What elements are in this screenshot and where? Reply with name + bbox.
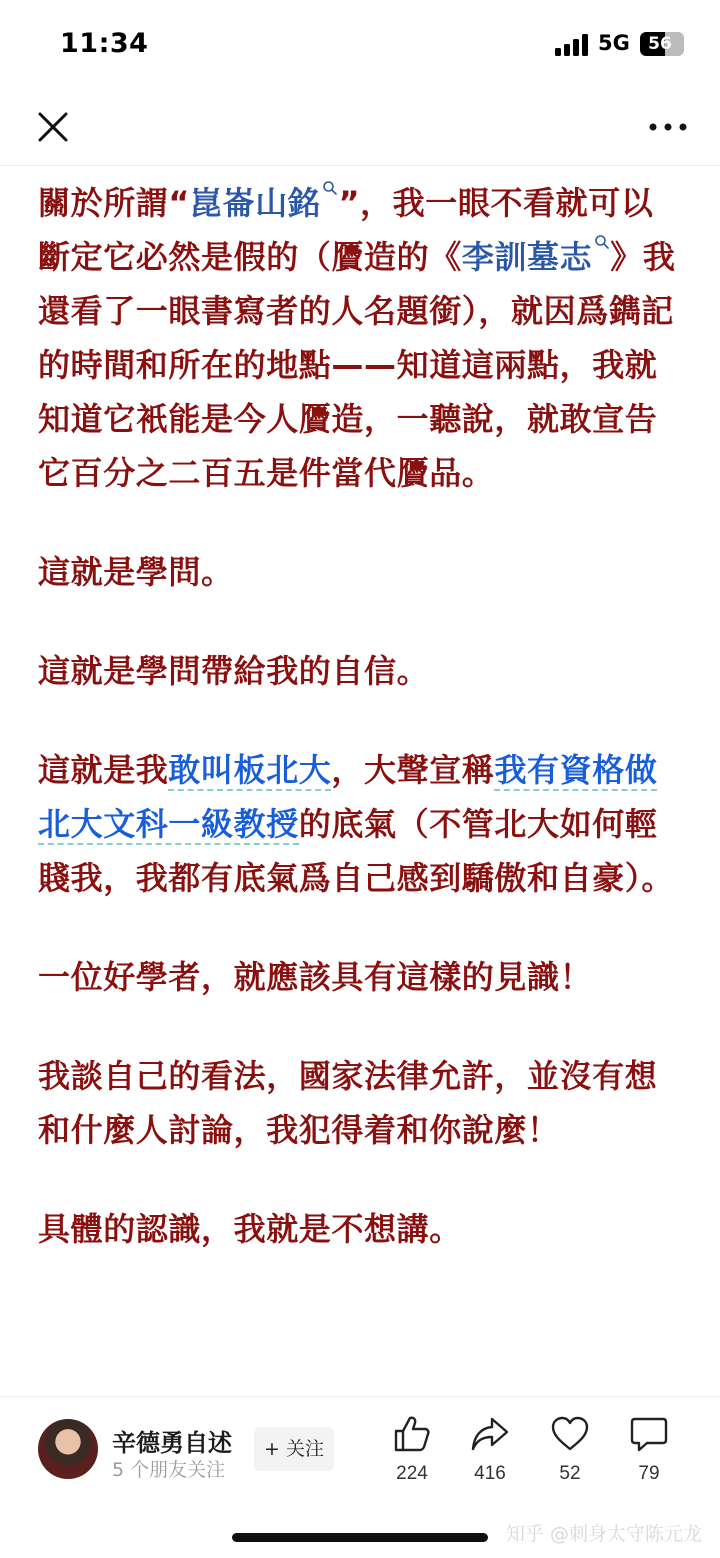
home-indicator[interactable] (232, 1533, 488, 1542)
watermark: 知乎 @刺身太守陈元龙 (505, 1523, 702, 1545)
author-followers-note: 5 个朋友关注 (112, 1459, 226, 1481)
signal-icon (555, 34, 591, 56)
search-link-label: 李訓墓志 (461, 238, 593, 276)
search-icon (594, 234, 610, 250)
paragraph-7: 具體的認識，我就是不想講。 (38, 1210, 462, 1248)
favorite-button[interactable] (535, 1415, 605, 1485)
heart-icon (550, 1415, 590, 1453)
more-icon (646, 114, 690, 140)
paragraph-1 (38, 176, 686, 500)
network-type: 5G (598, 31, 630, 55)
paragraph-4 (38, 743, 686, 905)
search-icon (322, 180, 338, 196)
p1-text-a: 關於所謂“ (38, 184, 191, 222)
more-button[interactable] (646, 114, 690, 140)
like-button[interactable] (377, 1415, 447, 1485)
article-body (38, 176, 686, 1386)
close-icon (36, 110, 70, 144)
comment-count: 79 (638, 1463, 660, 1484)
paragraph-6: 我談自己的看法，國家法律允許，並沒有想和什麼人討論，我犯得着和你說麼！ (38, 1057, 658, 1149)
author-avatar[interactable] (38, 1419, 98, 1479)
battery-icon (640, 32, 684, 56)
p1-text-b: ”，我一眼不看就可以斷定它必然是假的（贗造的《 (38, 184, 654, 276)
status-time: 11:34 (60, 28, 149, 59)
bottom-action-bar (0, 1396, 720, 1558)
p4-text-a: 這就是我 (38, 751, 169, 789)
paragraph-2: 這就是學問。 (38, 553, 234, 591)
comment-icon (629, 1415, 669, 1453)
search-link-label: 崑崙山銘 (190, 184, 321, 222)
share-count: 416 (474, 1463, 506, 1484)
follow-button[interactable]: + 关注 (254, 1427, 334, 1471)
p4-text-c: 的底氣（不管北大如何輕賤我，我都有底氣爲自己感到驕傲和自豪）。 (38, 805, 675, 897)
like-count: 224 (396, 1463, 428, 1484)
p1-text-c: 》我還看了一眼書寫者的人名題銜），就因爲鐫記的時間和所在的地點——知道這兩點，我就知道它衹能是今人贗造，一聽說，就敢宣告它百分之二百五是件當代贗品。 (38, 238, 676, 492)
search-link-lixun[interactable] (462, 238, 610, 276)
search-link-kunlun[interactable] (190, 184, 338, 222)
nav-bar (0, 92, 720, 166)
battery-percent: 56 (648, 34, 672, 54)
p4-text-b: ，大聲宣稱 (331, 751, 495, 789)
author-name[interactable]: 辛德勇自述 (112, 1429, 232, 1457)
thumbs-up-icon (392, 1415, 432, 1453)
share-icon (470, 1415, 510, 1453)
comment-button[interactable] (614, 1415, 684, 1485)
paragraph-5: 一位好學者，就應該具有這樣的見識！ (38, 958, 593, 996)
share-button[interactable] (455, 1415, 525, 1485)
highlight-link-1[interactable]: 敢叫板北大 (168, 751, 332, 789)
close-button[interactable] (36, 110, 70, 144)
favorite-count: 52 (559, 1463, 581, 1484)
highlight-link-2[interactable]: 我有資格做北大文科一級教授 (38, 751, 658, 843)
status-bar (0, 0, 720, 92)
paragraph-3: 這就是學問帶給我的自信。 (38, 652, 430, 690)
